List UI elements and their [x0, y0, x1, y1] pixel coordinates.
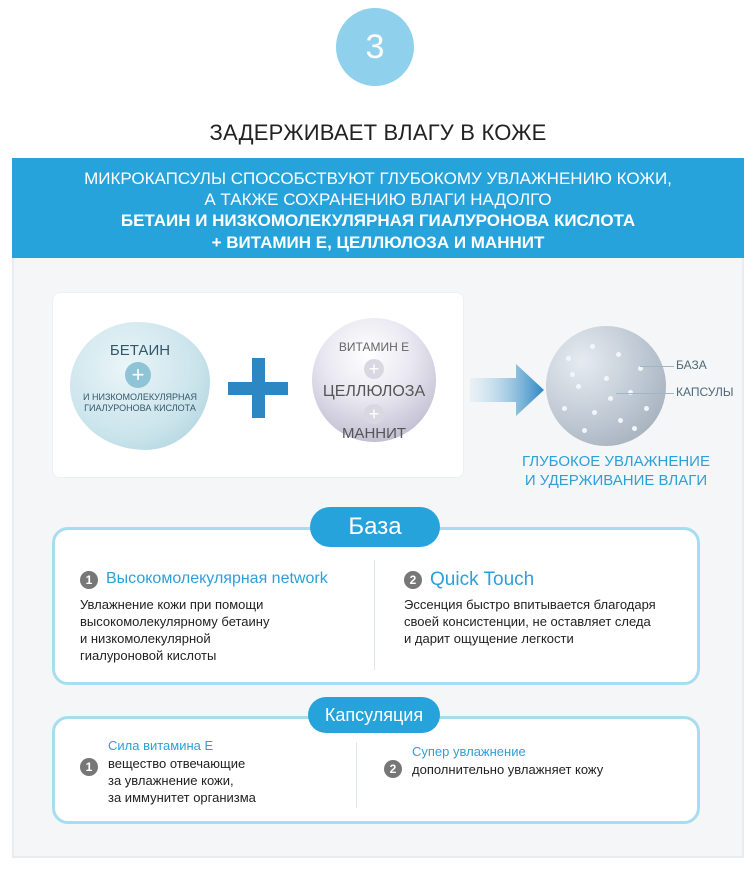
step-number-badge — [336, 8, 414, 86]
feature-description — [108, 755, 256, 806]
result-line-1: ГЛУБОКОЕ УВЛАЖНЕНИЕ — [522, 453, 710, 470]
feature-title: Высокомолекулярная network — [106, 570, 328, 587]
base-pointer-line — [640, 366, 674, 367]
capsules-label: КАПСУЛЫ — [676, 385, 734, 399]
description-line: и дарит ощущение легкости — [404, 631, 574, 646]
number-badge: 2 — [384, 760, 402, 778]
banner-line-2: А ТАКЖЕ СОХРАНЕНИЮ ВЛАГИ НАДОЛГО — [204, 190, 552, 209]
number-badge: 1 — [80, 571, 98, 589]
arrow-right-icon — [470, 362, 546, 418]
hyaluronic-label-line-1: И НИЗКОМОЛЕКУЛЯРНАЯ — [83, 392, 197, 402]
page-title: ЗАДЕРЖИВАЕТ ВЛАГУ В КОЖЕ — [209, 120, 547, 145]
number-badge: 2 — [404, 571, 422, 589]
banner-line-1: МИКРОКАПСУЛЫ СПОСОБСТВУЮТ ГЛУБОКОМУ УВЛАЖНЕНИЮ КОЖИ, — [84, 169, 672, 188]
mannitol-label: МАННИТ — [341, 425, 407, 442]
description-line: и низкомолекулярной — [80, 631, 211, 646]
description-line: гиалуроновой кислоты — [80, 648, 217, 663]
plus-icon: + — [364, 404, 384, 424]
base-label: БАЗА — [676, 358, 707, 372]
description-line: дополнительно увлажняет кожу — [412, 762, 604, 777]
result-caption — [496, 452, 736, 490]
vitamin-e-label: ВИТАМИН Е — [338, 340, 410, 354]
step-number: 3 — [365, 27, 385, 66]
feature-description — [404, 596, 656, 647]
result-line-2: И УДЕРЖИВАНИЕ ВЛАГИ — [524, 472, 708, 489]
capsules-pointer-line — [616, 393, 674, 394]
betaine-label: БЕТАИН — [109, 342, 171, 359]
hyaluronic-label — [70, 392, 210, 414]
column-divider — [374, 560, 375, 670]
description-line: своей консистенции, не оставляет следа — [404, 614, 651, 629]
description-line: за увлажнение кожи, — [108, 773, 234, 788]
description-line: Увлажнение кожи при помощи — [80, 597, 264, 612]
feature-description — [80, 596, 269, 664]
description-line: вещество отвечающие — [108, 756, 246, 771]
feature-title: Quick Touch — [430, 569, 535, 590]
column-divider — [356, 742, 357, 808]
plus-icon: + — [364, 359, 384, 379]
banner-line-3: БЕТАИН И НИЗКОМОЛЕКУЛЯРНАЯ ГИАЛУРОНОВА КИСЛОТА — [120, 211, 636, 230]
big-plus-icon — [228, 358, 288, 418]
description-line: высокомолекулярному бетаину — [80, 614, 270, 629]
feature-title: Супер увлажнение — [412, 744, 526, 759]
capsulation-section-title: Капсуляция — [308, 697, 440, 733]
hyaluronic-label-line-2: ГИАЛУРОНОВА КИСЛОТА — [84, 403, 196, 413]
feature-title: Сила витамина Е — [108, 738, 214, 753]
cellulose-label: ЦЕЛЛЮЛОЗА — [322, 383, 426, 400]
feature-description — [412, 761, 603, 778]
base-section-title: База — [310, 507, 440, 547]
banner-line-4: + ВИТАМИН Е, ЦЕЛЛЮЛОЗА И МАННИТ — [211, 233, 545, 252]
info-banner — [12, 158, 744, 258]
number-badge: 1 — [80, 758, 98, 776]
description-line: за иммунитет организма — [108, 790, 256, 805]
plus-icon: + — [125, 362, 151, 388]
description-line: Эссенция быстро впитывается благодаря — [404, 597, 656, 612]
microcapsule-image — [546, 326, 666, 446]
